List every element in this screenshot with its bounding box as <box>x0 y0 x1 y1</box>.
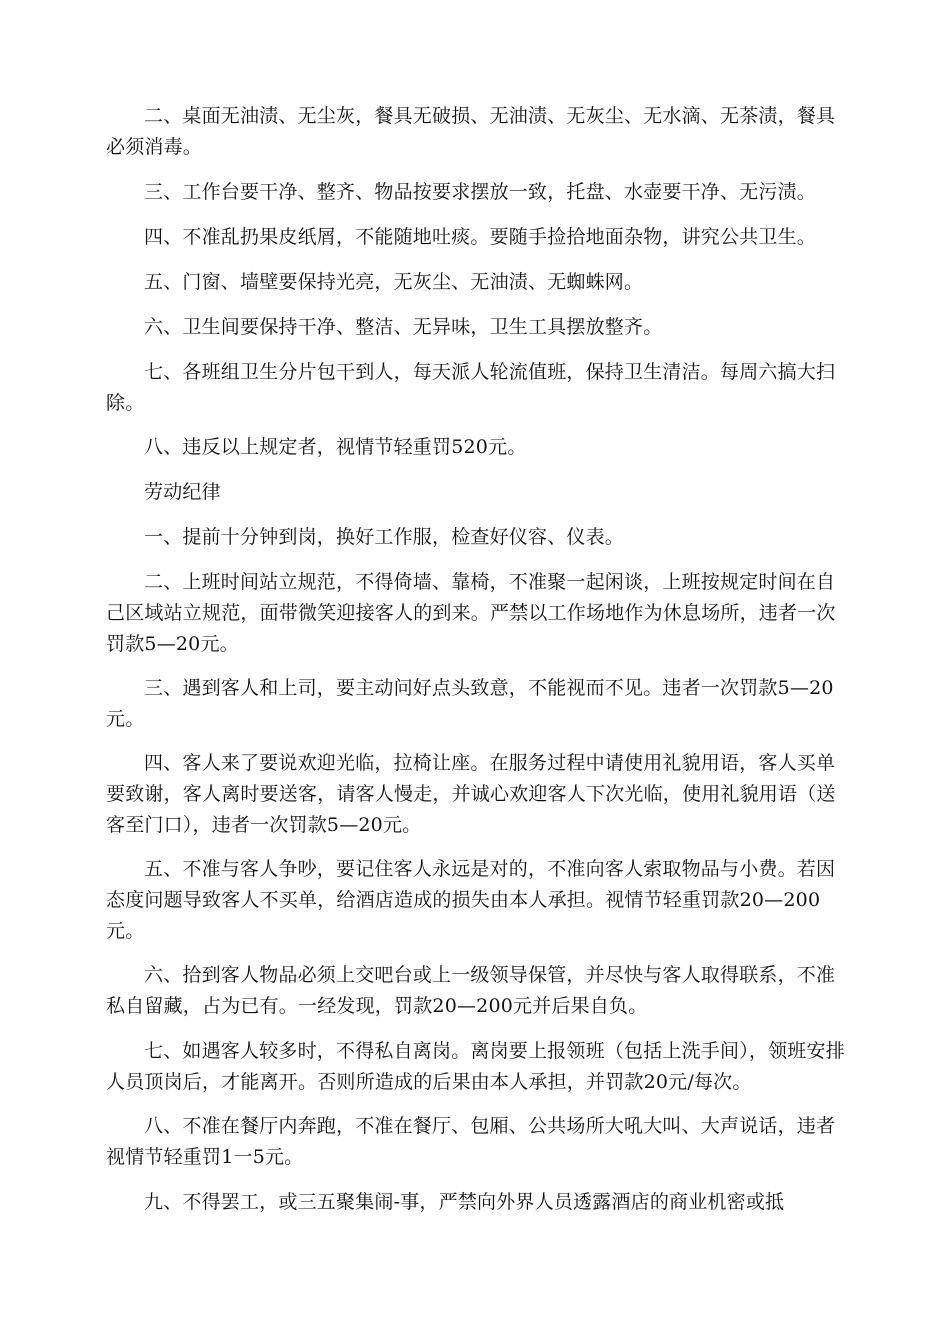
paragraph-discipline-8: 八、不准在餐厅内奔跑，不准在餐厅、包厢、公共场所大吼大叫、大声说话，违者视情节轻重罚1一5元。 <box>106 1115 836 1168</box>
paragraph-hygiene-3: 三、工作台要干净、整齐、物品按要求摆放一致，托盘、水壶要干净、无污渍。 <box>144 181 817 203</box>
paragraph-discipline-5: 五、不准与客人争吵，要记住客人永远是对的，不准向客人索取物品与小费。若因态度问题导致客人不买单，给酒店造成的损失由本人承担。视情节轻重罚款20—200元。 <box>106 858 836 942</box>
paragraph-discipline-3: 三、遇到客人和上司，要主动问好点头致意，不能视而不见。违者一次罚款5—20元。 <box>106 677 834 730</box>
paragraph-hygiene-4: 四、不准乱扔果皮纸屑，不能随地吐痰。要随手捡拾地面杂物，讲究公共卫生。 <box>144 226 817 248</box>
paragraph-discipline-2: 二、上班时间站立规范，不得倚墙、靠椅，不准聚一起闲谈，上班按规定时间在自己区域站立规范，面带微笑迎接客人的到来。严禁以工作场地作为休息场所，违者一次罚款5—20元。 <box>106 571 836 655</box>
paragraph-hygiene-6: 六、卫生间要保持干净、整洁、无异味，卫生工具摆放整齐。 <box>144 316 663 338</box>
paragraph-discipline-6: 六、拾到客人物品必须上交吧台或上一级领导保管，并尽快与客人取得联系，不准私自留藏，占为已有。一经发现，罚款20—200元并后果自负。 <box>106 964 836 1017</box>
paragraph-discipline-7: 七、如遇客人较多时，不得私自离岗。离岗要上报领班（包括上洗手间），领班安排人员顶岗后，才能离开。否则所造成的后果由本人承担，并罚款20元/每次。 <box>106 1040 845 1093</box>
paragraph-hygiene-8: 八、违反以上规定者，视情节轻重罚520元。 <box>144 436 527 458</box>
paragraph-hygiene-5: 五、门窗、墙壁要保持光亮，无灰尘、无油渍、无蜘蛛网。 <box>144 271 644 293</box>
paragraph-discipline-9: 九、不得罢工，或三五聚集闹-事，严禁向外界人员透露酒店的商业机密或抵 <box>144 1191 785 1213</box>
section-heading-labor-discipline: 劳动纪律 <box>144 481 221 503</box>
paragraph-hygiene-7: 七、各班组卫生分片包干到人，每天派人轮流值班，保持卫生清洁。每周六搞大扫除。 <box>106 361 836 414</box>
paragraph-hygiene-2: 二、桌面无油渍、无尘灰，餐具无破损、无油渍、无灰尘、无水滴、无茶渍，餐具必须消毒。 <box>106 105 836 158</box>
paragraph-discipline-1: 一、提前十分钟到岗，换好工作服，检查好仪容、仪表。 <box>144 526 625 548</box>
paragraph-discipline-4: 四、客人来了要说欢迎光临，拉椅让座。在服务过程中请使用礼貌用语，客人买单要致谢，客人离时要送客，请客人慢走，并诚心欢迎客人下次光临，使用礼貌用语（送客至门口），违者一次罚款5—20元。 <box>106 752 836 836</box>
